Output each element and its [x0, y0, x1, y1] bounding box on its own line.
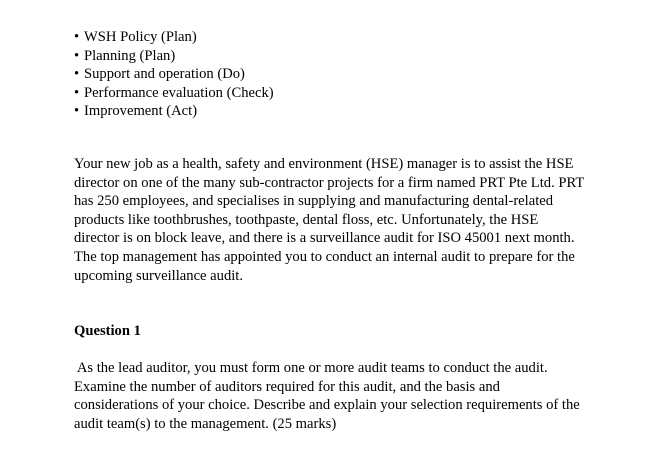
paragraph-line: products like toothbrushes, toothpaste, dental floss, etc. Unfortunately, the HSE: [74, 211, 539, 228]
paragraph-line: audit team(s) to the management. (25 marks): [74, 415, 337, 432]
bullet-icon: •: [74, 103, 80, 120]
paragraph-line: has 250 employees, and specialises in supplying and manufacturing dental-related: [74, 193, 554, 210]
scenario-paragraph: [74, 155, 662, 285]
question-paragraph: [74, 359, 664, 433]
list-item-text: Improvement (Act): [84, 103, 198, 120]
paragraph-line: As the lead auditor, you must form one or more audit teams to conduct the audit.: [74, 360, 548, 376]
question-heading: Question 1: [74, 323, 141, 339]
bullet-icon: •: [74, 66, 80, 83]
bullet-icon: •: [74, 29, 80, 45]
paragraph-line: upcoming surveillance audit.: [74, 267, 243, 284]
paragraph-line: considerations of your choice. Describe and explain your selection requirements of the: [74, 397, 580, 414]
paragraph-line: Examine the number of auditors required for this audit, and the basis and: [74, 378, 500, 395]
list-item-text: Performance evaluation (Check): [84, 84, 274, 101]
bullet-icon: •: [74, 47, 80, 64]
list-item: [74, 65, 274, 84]
paragraph-line: Your new job as a health, safety and environment (HSE) manager is to assist the HSE: [74, 156, 574, 172]
list-item-text: WSH Policy (Plan): [84, 29, 197, 45]
list-item: [74, 84, 274, 103]
list-item-text: Support and operation (Do): [84, 66, 245, 83]
paragraph-line: director is on block leave, and there is a surveillance audit for ISO 45001 next month.: [74, 230, 575, 247]
list-item: [74, 28, 274, 47]
bullet-icon: •: [74, 84, 80, 101]
paragraph-line: The top management has appointed you to conduct an internal audit to prepare for the: [74, 248, 575, 265]
pdca-bullet-list: [74, 28, 274, 121]
list-item: [74, 47, 274, 66]
list-item-text: Planning (Plan): [84, 47, 176, 64]
paragraph-line: director on one of the many sub-contractor projects for a firm named PRT Pte Ltd. PRT: [74, 174, 585, 191]
list-item: [74, 102, 274, 121]
